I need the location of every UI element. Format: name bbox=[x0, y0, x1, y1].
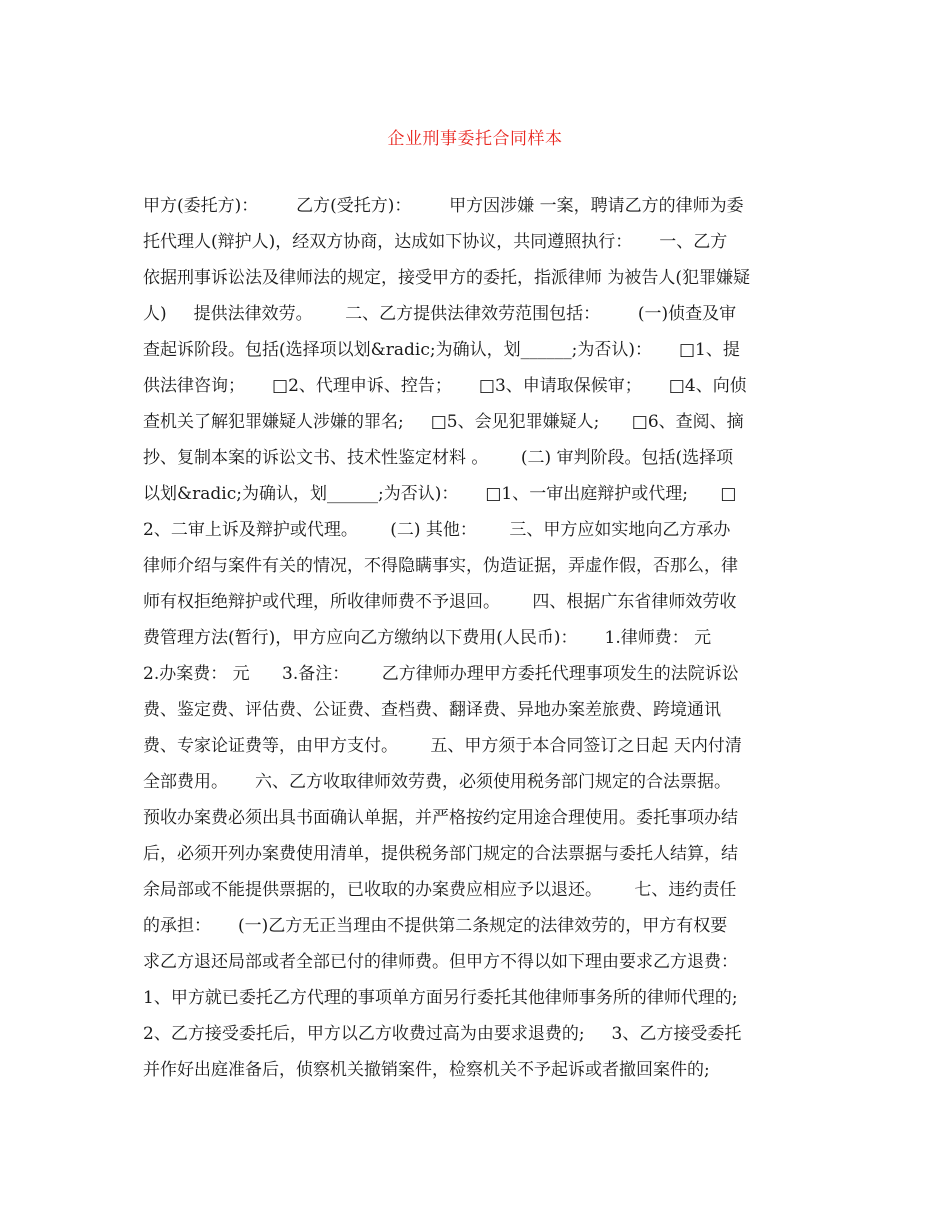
text-line: 全部费用。 六、乙方收取律师效劳费，必须使用税务部门规定的合法票据。 bbox=[143, 772, 732, 792]
document-body bbox=[143, 193, 807, 1093]
text-line: 抄、复制本案的诉讼文书、技术性鉴定材料 。 (二) 审判阶段。包括(选择项 bbox=[143, 448, 734, 468]
text-line: 2、乙方接受委托后，甲方以乙方收费过高为由要求退费的; 3、乙方接受委托 bbox=[143, 1024, 742, 1044]
text-line: 1、甲方就已委托乙方代理的事项单方面另行委托其他律师事务所的律师代理的; bbox=[143, 988, 738, 1008]
document-title: 企业刑事委托合同样本 bbox=[387, 129, 563, 149]
text-line: 求乙方退还局部或者全部已付的律师费。但甲方不得以如下理由要求乙方退费： bbox=[143, 952, 738, 972]
text-line: 后，必须开列办案费使用清单，提供税务部门规定的合法票据与委托人结算，结 bbox=[143, 844, 738, 864]
text-line: 预收办案费必须出具书面确认单据，并严格按约定用途合理使用。委托事项办结 bbox=[143, 808, 738, 828]
text-line: 余局部或不能提供票据的，已收取的办案费应相应予以退还。 七、违约责任 bbox=[143, 880, 737, 900]
text-line: 以划&radic;为确认，划______;为否认)： □1、一审出庭辩护或代理; □ bbox=[143, 484, 737, 504]
text-line: 费、鉴定费、评估费、公证费、查档费、翻译费、异地办案差旅费、跨境通讯 bbox=[143, 700, 721, 720]
text-line: 律师介绍与案件有关的情况，不得隐瞒事实，伪造证据，弄虚作假，否那么，律 bbox=[143, 556, 738, 576]
text-line: 查起诉阶段。包括(选择项以划&radic;为确认，划______;为否认)： □1、提 bbox=[143, 340, 740, 360]
text-line: 托代理人(辩护人)，经双方协商，达成如下协议，共同遵照执行： 一、乙方 bbox=[143, 232, 728, 252]
text-line: 费、专家论证费等，由甲方支付。 五、甲方须于本合同签订之日起 天内付清 bbox=[143, 736, 742, 756]
text-line: 甲方(委托方)： 乙方(受托方)： 甲方因涉嫌 一案，聘请乙方的律师为委 bbox=[143, 196, 744, 216]
text-line: 的承担： (一)乙方无正当理由不提供第二条规定的法律效劳的，甲方有权要 bbox=[143, 916, 728, 936]
text-line: 依据刑事诉讼法及律师法的规定，接受甲方的委托，指派律师 为被告人(犯罪嫌疑 bbox=[143, 268, 751, 288]
text-line: 供法律咨询； □2、代理申诉、控告； □3、申请取保候审； □4、向侦 bbox=[143, 376, 747, 396]
text-line: 人) 提供法律效劳。 二、乙方提供法律效劳范围包括： (一)侦查及审 bbox=[143, 304, 737, 324]
text-line: 并作好出庭准备后，侦察机关撤销案件，检察机关不予起诉或者撤回案件的; bbox=[143, 1060, 710, 1080]
text-line: 2.办案费： 元 3.备注： 乙方律师办理甲方委托代理事项发生的法院诉讼 bbox=[143, 664, 739, 684]
text-line: 费管理方法(暂行)，甲方应向乙方缴纳以下费用(人民币)： 1.律师费： 元 bbox=[143, 628, 712, 648]
text-line: 2、二审上诉及辩护或代理。 (二) 其他： 三、甲方应如实地向乙方承办 bbox=[143, 520, 731, 540]
text-line: 师有权拒绝辩护或代理，所收律师费不予退回。 四、根据广东省律师效劳收 bbox=[143, 592, 737, 612]
text-line: 查机关了解犯罪嫌疑人涉嫌的罪名; □5、会见犯罪嫌疑人; □6、查阅、摘 bbox=[143, 412, 744, 432]
